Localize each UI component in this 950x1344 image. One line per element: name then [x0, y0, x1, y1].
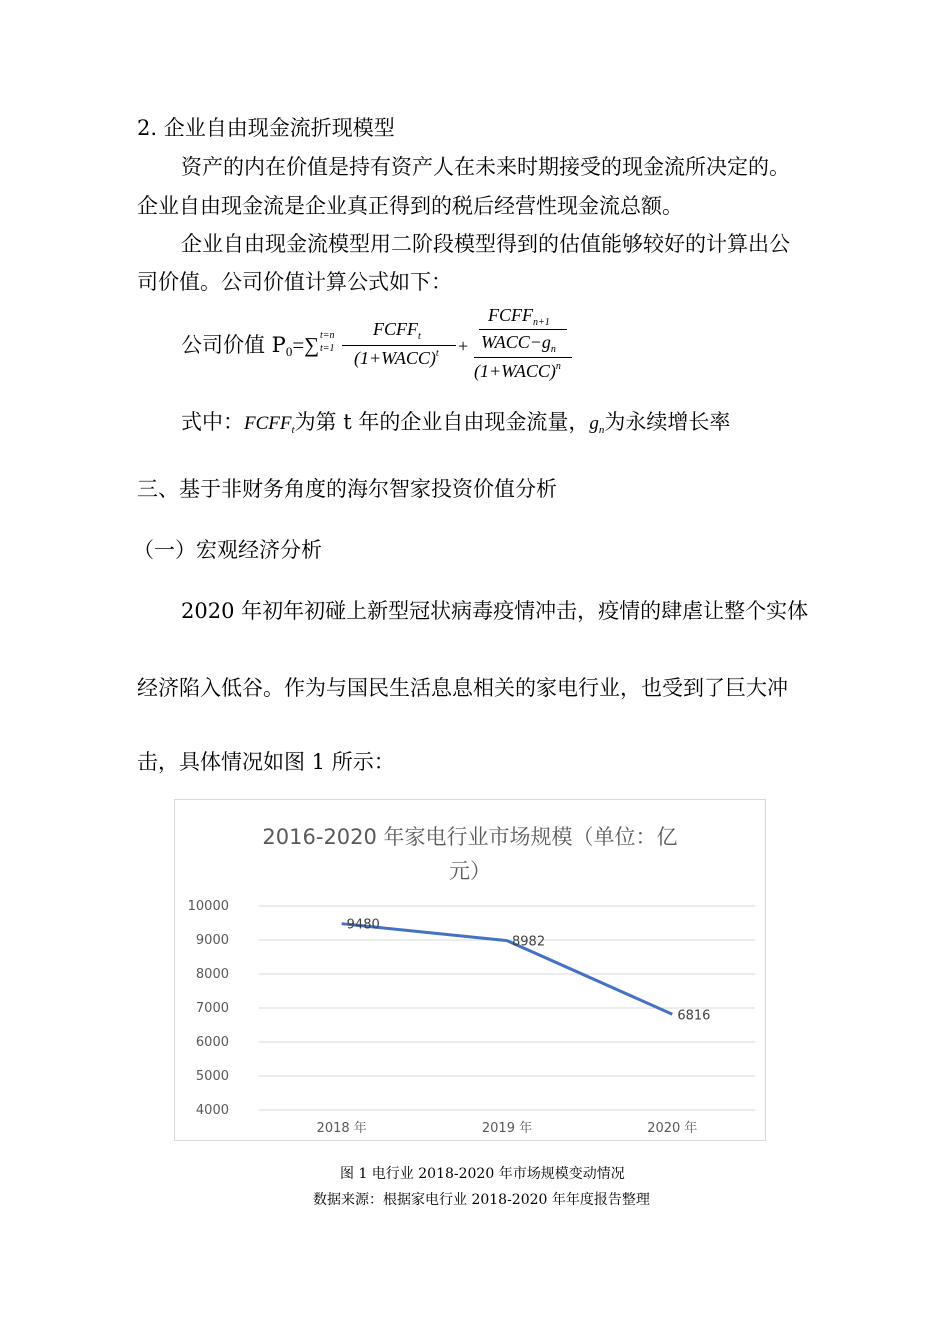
fraction2-denominator: (1+WACC)$^n$ — [474, 361, 561, 381]
chart-frame — [174, 799, 766, 1141]
y-tick-label: 4000 — [195, 1103, 229, 1118]
series-line — [342, 924, 673, 1015]
x-tick-label: 2018 年 — [316, 1121, 367, 1136]
part-three-title: 三、基于非财务角度的海尔智家投资价值分析 — [137, 477, 557, 501]
figure-source: 数据来源：根据家电行业 2018-2020 年年度报告整理 — [313, 1192, 650, 1208]
body-line: 2020 年初年初碰上新型冠状病毒疫情冲击，疫情的肆虐让整个实体 — [181, 599, 809, 623]
line-chart — [175, 800, 765, 1140]
figure-caption: 图 1 电行业 2018-2020 年市场规模变动情况 — [340, 1166, 625, 1182]
fraction2-inner-denominator: $WACC-g_n$ — [481, 332, 556, 355]
y-tick-label: 10000 — [187, 899, 229, 914]
fraction2-bar — [474, 357, 572, 358]
y-tick-label: 8000 — [195, 967, 229, 982]
formula-explanation: 式中：FCFFt为第 t 年的企业自由现金流量，gn为永续增长率 — [181, 410, 731, 436]
y-tick-label: 5000 — [195, 1069, 229, 1084]
data-label: 8982 — [512, 934, 546, 950]
chart-title-line1: 2016-2020 年家电行业市场规模（单位：亿 — [262, 825, 678, 849]
sum-lower: t=1 — [320, 343, 335, 354]
section-heading: 2. 企业自由现金流折现模型 — [137, 116, 395, 140]
fraction2-inner-bar — [479, 329, 567, 330]
y-tick-label: 6000 — [195, 1035, 229, 1050]
formula-lhs: 公司价值 P0=∑ — [181, 333, 320, 359]
y-tick-label: 9000 — [195, 933, 229, 948]
body-line: 经济陷入低谷。作为与国民生活息息相关的家电行业，也受到了巨大冲 — [137, 676, 788, 700]
body-line: 击，具体情况如图 1 所示： — [137, 750, 395, 774]
x-tick-label: 2019 年 — [481, 1121, 533, 1136]
data-label: 9480 — [346, 917, 380, 933]
subsection-title: （一）宏观经济分析 — [133, 538, 322, 562]
paragraph-line: 企业自由现金流是企业真正得到的税后经营性现金流总额。 — [137, 194, 683, 218]
y-tick-label: 7000 — [195, 1001, 229, 1016]
x-tick-label: 2020 年 — [647, 1121, 698, 1136]
fraction2-inner-numerator: $FCFF_{n+1}$ — [488, 305, 550, 328]
plus-sign: + — [458, 336, 469, 356]
fraction1-bar — [342, 345, 456, 346]
paragraph-line: 资产的内在价值是持有资产人在未来时期接受的现金流所决定的。 — [181, 155, 790, 179]
chart-title-line2: 元） — [449, 859, 491, 883]
fraction1-denominator: (1+WACC)$^t$ — [354, 348, 439, 368]
paragraph-line: 司价值。公司价值计算公式如下： — [137, 270, 452, 294]
fraction1-numerator: $FCFF_t$ — [373, 319, 421, 342]
paragraph-line: 企业自由现金流模型用二阶段模型得到的估值能够较好的计算出公 — [181, 232, 790, 256]
data-label: 6816 — [677, 1008, 711, 1024]
sum-upper: t=n — [320, 330, 335, 341]
